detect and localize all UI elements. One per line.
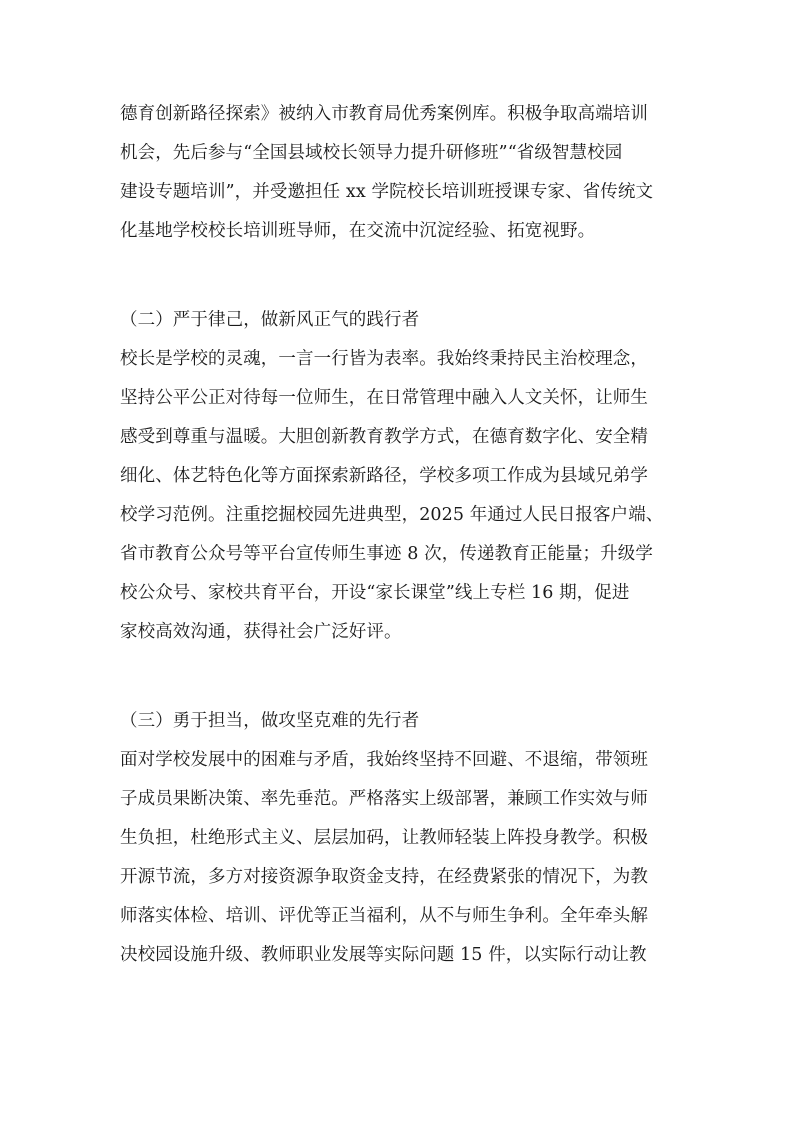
paragraph-line: 子成员果断决策、率先垂范。严格落实上级部署，兼顾工作实效与师 [120,789,648,809]
paragraph-line: 决校园设施升级、教师职业发展等实际问题 15 件，以实际行动让教 [120,945,647,965]
paragraph-line: 机会，先后参与“全国县域校长领导力提升研修班”“省级智慧校园 [120,143,623,163]
paragraph-line: 德育创新路径探索》被纳入市教育局优秀案例库。积极争取高端培训 [120,104,648,124]
paragraph-line: 建设专题培训”，并受邀担任 xx 学院校长培训班授课专家、省传统文 [120,182,654,202]
paragraph-line: 校公众号、家校共育平台，开设“家长课堂”线上专栏 16 期，促进 [120,583,630,603]
paragraph-line: 校学习范例。注重挖掘校园先进典型，2025 年通过人民日报客户端、 [120,505,664,525]
paragraph-line: 化基地学校校长培训班导师，在交流中沉淀经验、拓宽视野。 [120,221,596,241]
paragraph-line: 感受到尊重与温暖。大胆创新教育教学方式，在德育数字化、安全精 [120,427,648,447]
paragraph-line: 坚持公平公正对待每一位师生，在日常管理中融入人文关怀，让师生 [120,388,648,408]
paragraph-line: 面对学校发展中的困难与矛盾，我始终坚持不回避、不退缩，带领班 [120,750,648,770]
paragraph-line: 师落实体检、培训、评优等正当福利，从不与师生争利。全年牵头解 [120,906,648,926]
paragraph-line: 生负担，杜绝形式主义、层层加码，让教师轻装上阵投身教学。积极 [120,828,648,848]
paragraph-line: 校长是学校的灵魂，一言一行皆为表率。我始终秉持民主治校理念， [120,349,648,369]
paragraph-line: 省市教育公众号等平台宣传师生事迹 8 次，传递教育正能量；升级学 [120,544,653,564]
paragraph-line: 家校高效沟通，获得社会广泛好评。 [120,622,402,642]
paragraph-line: 细化、体艺特色化等方面探索新路径，学校多项工作成为县域兄弟学 [120,466,648,486]
paragraph-line: 开源节流，多方对接资源争取资金支持，在经费紧张的情况下，为教 [120,867,648,887]
section-heading: （三）勇于担当，做攻坚克难的先行者 [120,711,420,731]
section-heading: （二）严于律己，做新风正气的践行者 [120,310,420,330]
